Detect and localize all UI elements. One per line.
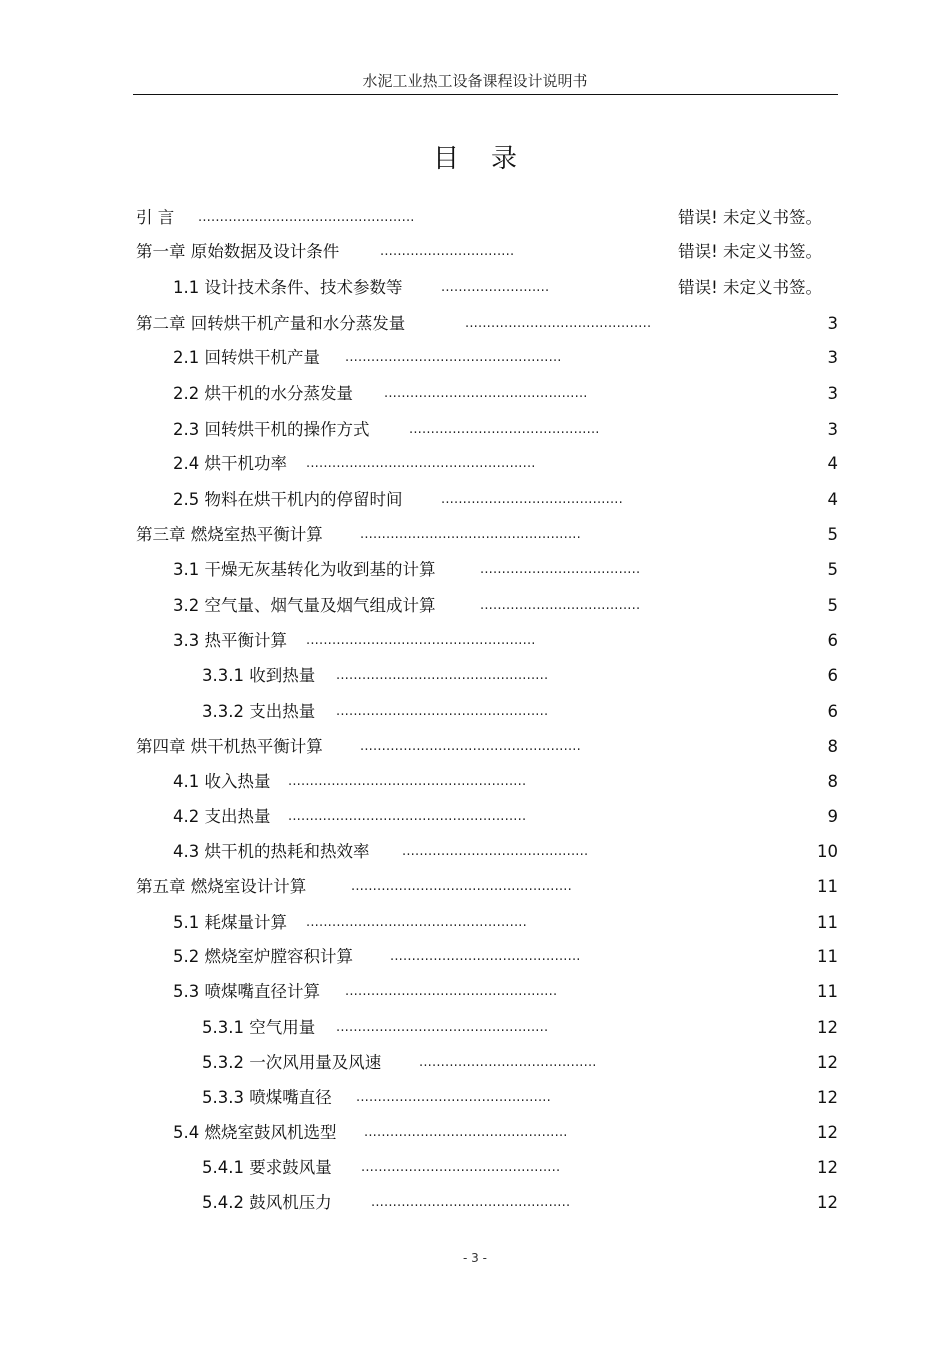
toc-entry-leader: .............................................. bbox=[371, 1195, 571, 1210]
toc-entry[interactable] bbox=[0, 345, 950, 371]
toc-entry-page: 3 bbox=[827, 384, 838, 403]
toc-entry[interactable] bbox=[0, 769, 950, 795]
toc-entry[interactable] bbox=[0, 944, 950, 970]
toc-entry-label: 5.2 燃烧室炉膛容积计算 bbox=[173, 947, 353, 966]
toc-entry-leader: ................................................... bbox=[360, 527, 581, 542]
toc-entry-page: 11 bbox=[817, 947, 838, 966]
toc-entry[interactable] bbox=[0, 487, 950, 513]
toc-entry-leader: ................................................. bbox=[336, 668, 549, 683]
toc-entry[interactable] bbox=[0, 699, 950, 725]
toc-entry-leader: .................................................. bbox=[198, 210, 415, 225]
toc-entry[interactable] bbox=[0, 910, 950, 936]
toc-entry-label: 3.3 热平衡计算 bbox=[173, 631, 287, 650]
toc-entry-label: 引 言 bbox=[136, 208, 175, 227]
toc-entry-page: 3 bbox=[827, 314, 838, 333]
toc-entry-leader: ............................................. bbox=[356, 1090, 551, 1105]
toc-entry-label: 2.3 回转烘干机的操作方式 bbox=[173, 420, 370, 439]
toc-entry-label: 5.4.2 鼓风机压力 bbox=[202, 1193, 332, 1212]
toc-entry[interactable] bbox=[0, 628, 950, 654]
toc-entry-leader: ............................................... bbox=[384, 386, 588, 401]
toc-entry-leader: ................................................. bbox=[336, 704, 549, 719]
toc-entry-leader: ............................................ bbox=[409, 422, 600, 437]
toc-entry-leader: ........................................... bbox=[465, 316, 651, 331]
toc-entry-label: 第二章 回转烘干机产量和水分蒸发量 bbox=[136, 314, 406, 333]
toc-entry-leader: ............................................ bbox=[390, 949, 581, 964]
toc-entry-label: 1.1 设计技术条件、技术参数等 bbox=[173, 278, 403, 297]
toc-entry-label: 第一章 原始数据及设计条件 bbox=[136, 242, 340, 261]
toc-entry-leader: ............................................... bbox=[364, 1125, 568, 1140]
toc-title: 目录 bbox=[432, 144, 549, 174]
toc-entry-label: 3.2 空气量、烟气量及烟气组成计算 bbox=[173, 596, 436, 615]
toc-entry-page: 4 bbox=[827, 454, 838, 473]
toc-entry[interactable] bbox=[0, 275, 950, 301]
toc-entry-label: 3.1 干燥无灰基转化为收到基的计算 bbox=[173, 560, 436, 579]
toc-entry[interactable] bbox=[0, 734, 950, 760]
toc-entry[interactable] bbox=[0, 205, 950, 231]
toc-entry-leader: ......................................... bbox=[419, 1055, 597, 1070]
toc-entry-page: 11 bbox=[817, 877, 838, 896]
toc-entry-label: 5.3.3 喷煤嘴直径 bbox=[202, 1088, 332, 1107]
header-rule bbox=[133, 94, 838, 95]
toc-entry-leader: ........................................... bbox=[402, 844, 589, 859]
toc-entry-leader: .......................................... bbox=[441, 492, 623, 507]
toc-entry-page: 错误! 未定义书签。 bbox=[678, 242, 822, 261]
toc-entry-label: 第五章 燃烧室设计计算 bbox=[136, 877, 307, 896]
toc-entry-leader: ..................................................... bbox=[306, 633, 536, 648]
toc-entry-page: 5 bbox=[827, 596, 838, 615]
toc-entry-leader: ..................................................... bbox=[306, 456, 536, 471]
toc-entry[interactable] bbox=[0, 874, 950, 900]
toc-entry[interactable] bbox=[0, 1190, 950, 1216]
toc-entry-label: 3.3.1 收到热量 bbox=[202, 666, 316, 685]
toc-entry[interactable] bbox=[0, 979, 950, 1005]
toc-entry-page: 3 bbox=[827, 420, 838, 439]
toc-entry-label: 5.3.2 一次风用量及风速 bbox=[202, 1053, 382, 1072]
toc-entry[interactable] bbox=[0, 1155, 950, 1181]
toc-entry[interactable] bbox=[0, 557, 950, 583]
toc-entry-page: 10 bbox=[817, 842, 838, 861]
toc-entry[interactable] bbox=[0, 239, 950, 265]
toc-entry-label: 5.1 耗煤量计算 bbox=[173, 913, 287, 932]
toc-entry-label: 5.3 喷煤嘴直径计算 bbox=[173, 982, 320, 1001]
toc-entry[interactable] bbox=[0, 451, 950, 477]
toc-entry-page: 12 bbox=[817, 1158, 838, 1177]
toc-entry-leader: .................................................. bbox=[345, 350, 562, 365]
toc-entry-leader: ................................................... bbox=[351, 879, 572, 894]
toc-entry-label: 2.1 回转烘干机产量 bbox=[173, 348, 320, 367]
toc-entry-label: 第三章 燃烧室热平衡计算 bbox=[136, 525, 323, 544]
toc-entry-page: 5 bbox=[827, 525, 838, 544]
toc-entry-page: 9 bbox=[827, 807, 838, 826]
toc-entry-leader: ..................................... bbox=[480, 562, 641, 577]
toc-entry-leader: ............................... bbox=[380, 244, 515, 259]
toc-entry-leader: ....................................................... bbox=[288, 809, 527, 824]
toc-entry-page: 6 bbox=[827, 666, 838, 685]
toc-entry-page: 12 bbox=[817, 1123, 838, 1142]
toc-entry-page: 4 bbox=[827, 490, 838, 509]
toc-entry-label: 5.4.1 要求鼓风量 bbox=[202, 1158, 332, 1177]
toc-entry-page: 11 bbox=[817, 982, 838, 1001]
toc-entry-label: 第四章 烘干机热平衡计算 bbox=[136, 737, 323, 756]
toc-entry[interactable] bbox=[0, 1050, 950, 1076]
toc-entry-label: 2.4 烘干机功率 bbox=[173, 454, 287, 473]
toc-entry-page: 12 bbox=[817, 1193, 838, 1212]
toc-entry[interactable] bbox=[0, 381, 950, 407]
toc-entry-page: 5 bbox=[827, 560, 838, 579]
toc-entry-page: 12 bbox=[817, 1053, 838, 1072]
toc-entry-leader: ................................................. bbox=[336, 1020, 549, 1035]
toc-entry-page: 错误! 未定义书签。 bbox=[678, 278, 822, 297]
toc-entry[interactable] bbox=[0, 1085, 950, 1111]
toc-entry-page: 3 bbox=[827, 348, 838, 367]
toc-entry-page: 12 bbox=[817, 1018, 838, 1037]
toc-entry-leader: ................................................... bbox=[306, 915, 527, 930]
toc-entry-page: 11 bbox=[817, 913, 838, 932]
toc-entry-label: 2.2 烘干机的水分蒸发量 bbox=[173, 384, 353, 403]
toc-entry[interactable] bbox=[0, 1120, 950, 1146]
toc-entry[interactable] bbox=[0, 663, 950, 689]
toc-entry-page: 12 bbox=[817, 1088, 838, 1107]
toc-entry-page: 6 bbox=[827, 702, 838, 721]
toc-entry-label: 4.3 烘干机的热耗和热效率 bbox=[173, 842, 370, 861]
toc-entry-leader: ....................................................... bbox=[288, 774, 527, 789]
toc-entry-leader: .............................................. bbox=[361, 1160, 561, 1175]
toc-entry-label: 4.2 支出热量 bbox=[173, 807, 271, 826]
toc-entry[interactable] bbox=[0, 804, 950, 830]
toc-entry-leader: ..................................... bbox=[480, 598, 641, 613]
toc-entry[interactable] bbox=[0, 522, 950, 548]
toc-entry-page: 8 bbox=[827, 737, 838, 756]
toc-entry[interactable] bbox=[0, 593, 950, 619]
toc-entry-page: 8 bbox=[827, 772, 838, 791]
toc-entry-page: 6 bbox=[827, 631, 838, 650]
page-header-title: 水泥工业热工设备课程设计说明书 bbox=[362, 72, 588, 90]
toc-entry[interactable] bbox=[0, 1015, 950, 1041]
toc-entry-leader: ................................................. bbox=[345, 984, 558, 999]
toc-entry-page: 错误! 未定义书签。 bbox=[678, 208, 822, 227]
toc-entry-leader: ................................................... bbox=[360, 739, 581, 754]
toc-entry-label: 4.1 收入热量 bbox=[173, 772, 271, 791]
toc-entry-leader: ......................... bbox=[441, 280, 550, 295]
toc-entry-label: 2.5 物料在烘干机内的停留时间 bbox=[173, 490, 403, 509]
toc-entry[interactable] bbox=[0, 417, 950, 443]
toc-entry-label: 3.3.2 支出热量 bbox=[202, 702, 316, 721]
page-number-footer: - 3 - bbox=[463, 1251, 487, 1265]
toc-entry[interactable] bbox=[0, 311, 950, 337]
toc-entry-label: 5.3.1 空气用量 bbox=[202, 1018, 316, 1037]
toc-entry-label: 5.4 燃烧室鼓风机选型 bbox=[173, 1123, 337, 1142]
toc-entry[interactable] bbox=[0, 839, 950, 865]
